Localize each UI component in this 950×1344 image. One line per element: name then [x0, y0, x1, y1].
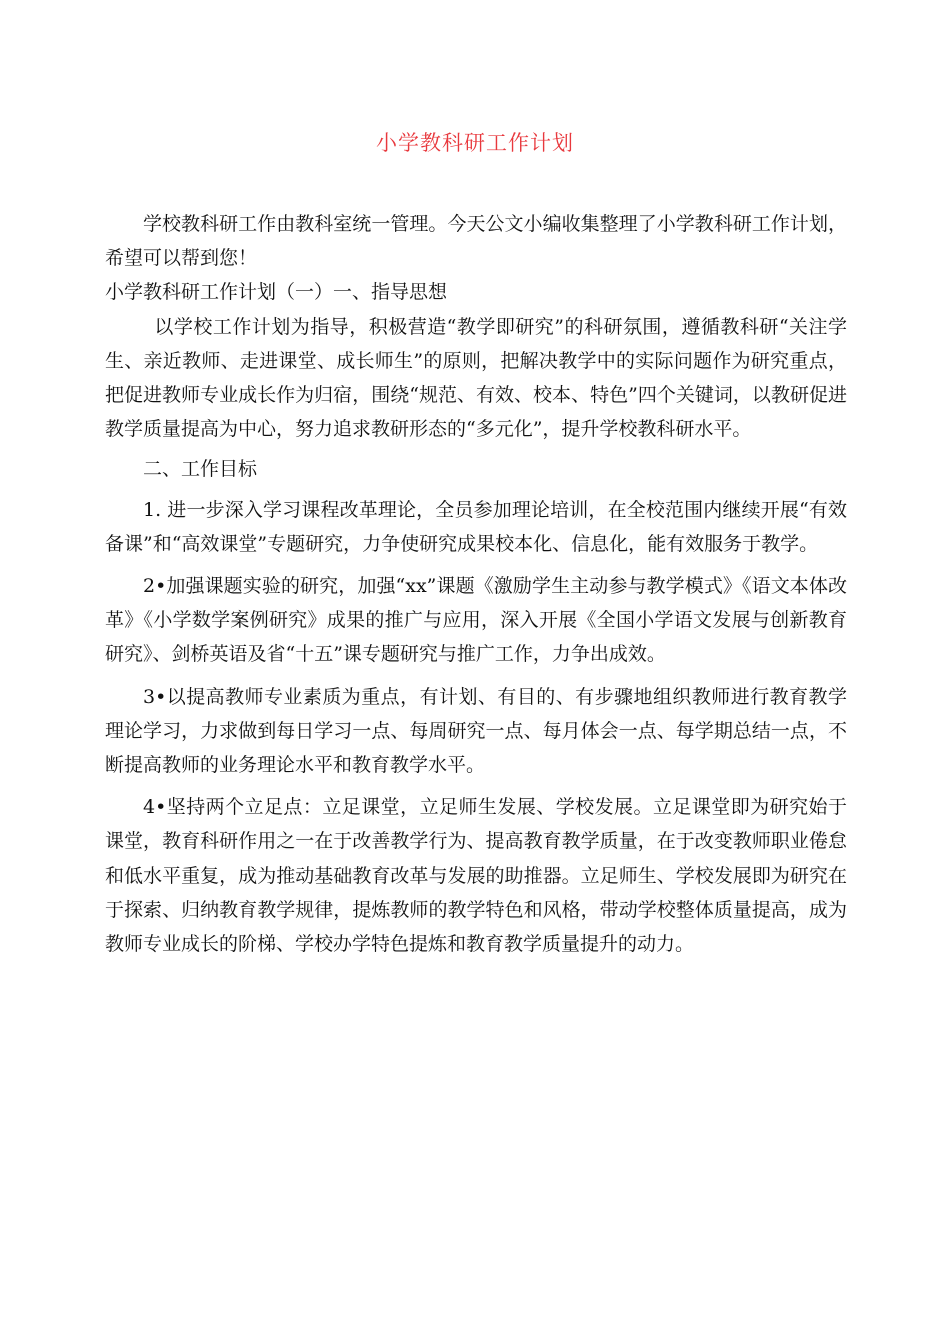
- intro-paragraph: 学校教科研工作由教科室统一管理。今天公文小编收集整理了小学教科研工作计划，希望可以帮到您！: [105, 213, 847, 270]
- section-heading-guiding-ideology: 小学教科研工作计划（一）一、指导思想: [105, 281, 448, 304]
- guiding-ideology-paragraph: 以学校工作计划为指导，积极营造“教学即研究”的科研氛围，遵循教科研“关注学生、亲近教师、走进课堂、成长师生”的原则，把解决教学中的实际问题作为研究重点，把促进教师专业成长作为归宿，围绕“规范、有效、校本、特色”四个关键词，以教研促进教学质量提高为中心，努力追求教研形态的“多元化”，提升学校教科研水平。: [105, 315, 847, 441]
- goal-item-3: 3•以提高教师专业素质为重点，有计划、有目的、有步骤地组织教师进行教育教学理论学习，力求做到每日学习一点、每周研究一点、每月体会一点、每学期总结一点，不断提高教师的业务理论水平和教育教学水平。: [105, 685, 847, 777]
- document-body: [105, 207, 847, 961]
- goal-item-1: 1. 进一步深入学习课程改革理论，全员参加理论培训，在全校范围内继续开展“有效备课”和“高效课堂”专题研究，力争使研究成果校本化、信息化，能有效服务于教学。: [105, 498, 847, 555]
- goal-item-4: 4•坚持两个立足点：立足课堂，立足师生发展、学校发展。立足课堂即为研究始于课堂，教育科研作用之一在于改善教学行为、提高教育教学质量，在于改变教师职业倦怠和低水平重复，成为推动基础教育改革与发展的助推器。立足师生、学校发展即为研究在于探索、归纳教育教学规律，提炼教师的教学特色和风格，带动学校整体质量提高，成为教师专业成长的阶梯、学校办学特色提炼和教育教学质量提升的动力。: [105, 796, 847, 956]
- section-heading-work-goals: 二、工作目标: [143, 458, 258, 481]
- goal-item-2: 2•加强课题实验的研究，加强“xx”课题《激励学生主动参与教学模式》《语文本体改革》《小学数学案例研究》成果的推广与应用，深入开展《全国小学语文发展与创新教育研究》、剑桥英语及省“十五”课专题研究与推广工作，力争出成效。: [105, 575, 847, 666]
- document-title: 小学教科研工作计划: [376, 131, 574, 155]
